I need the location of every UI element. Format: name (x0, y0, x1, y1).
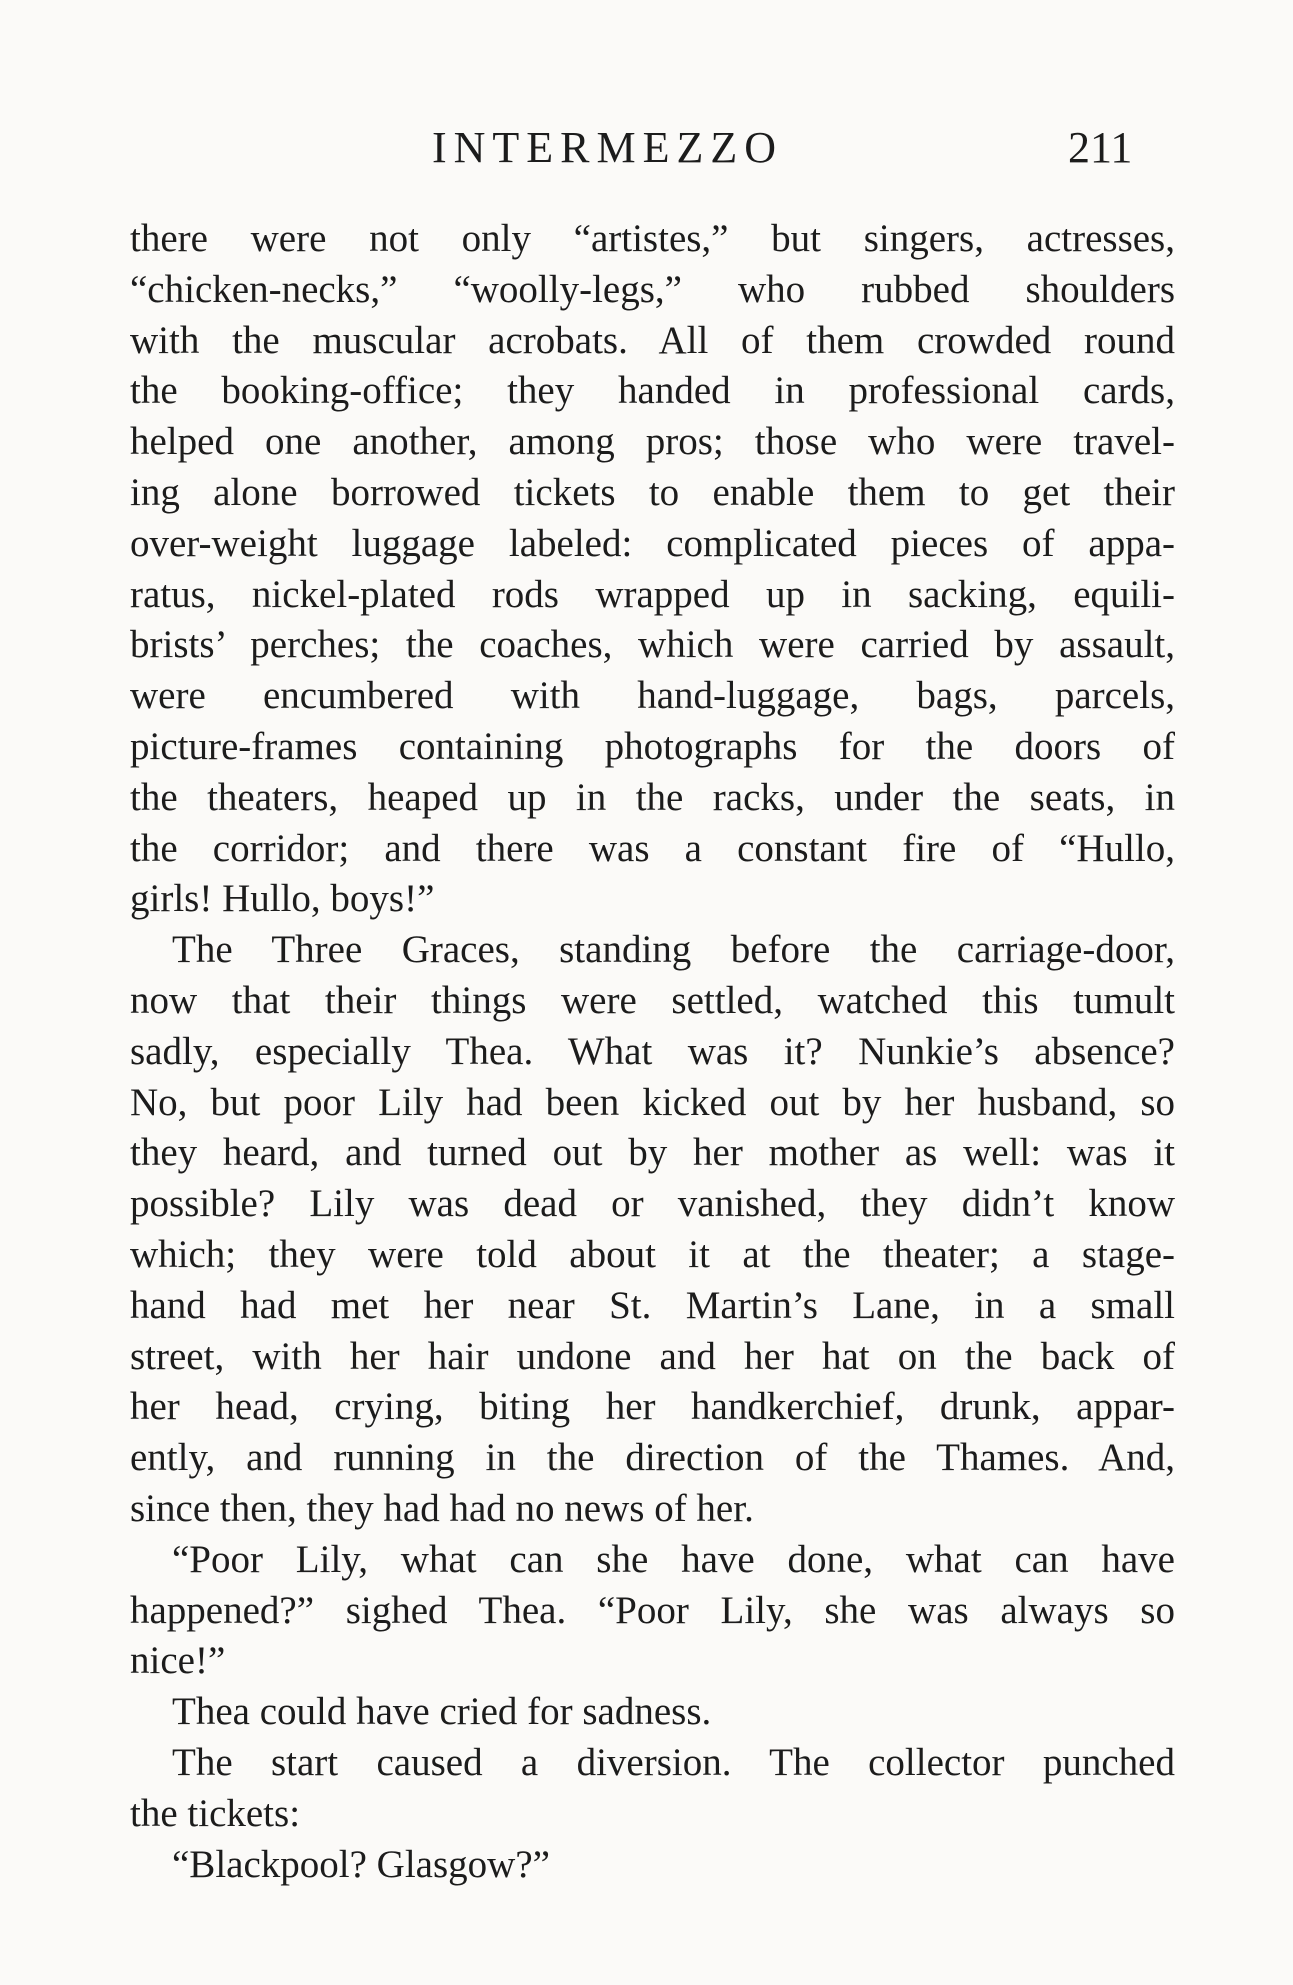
text-line: the theaters, heaped up in the racks, under the seats, in (130, 775, 1175, 819)
text-line: The Three Graces, standing before the carriage-door, (172, 928, 1175, 972)
page-header (0, 118, 1293, 178)
text-line: hand had met her near St. Martin’s Lane, in a small (130, 1283, 1175, 1327)
text-line: No, but poor Lily had been kicked out by her husband, so (130, 1080, 1175, 1124)
text-line: picture-frames containing photographs for the doors of (130, 724, 1175, 768)
text-line: sadly, especially Thea. What was it? Nunkie’s absence? (130, 1029, 1175, 1073)
text-line: they heard, and turned out by her mother as well: was it (130, 1131, 1175, 1175)
text-line: over-weight luggage labeled: complicated pieces of appa- (130, 521, 1175, 565)
text-line: there were not only “artistes,” but singers, actresses, (130, 217, 1175, 260)
text-line: the tickets: (130, 1791, 301, 1835)
page-number: 211 (1068, 123, 1133, 172)
text-line: street, with her hair undone and her hat on the back of (130, 1334, 1175, 1378)
text-line: helped one another, among pros; those who were travel- (130, 420, 1175, 464)
text-line: brists’ perches; the coaches, which were carried by assault, (130, 623, 1175, 667)
text-line: possible? Lily was dead or vanished, they didn’t know (130, 1182, 1175, 1226)
text-line: which; they were told about it at the theater; a stage- (130, 1232, 1175, 1276)
text-line: with the muscular acrobats. All of them crowded round (130, 318, 1175, 362)
text-line: were encumbered with hand-luggage, bags, parcels, (130, 674, 1175, 718)
text-line: her head, crying, biting her handkerchief, drunk, appar- (130, 1385, 1175, 1429)
text-line: nice!” (130, 1639, 226, 1683)
text-line: “Blackpool? Glasgow?” (172, 1842, 550, 1886)
running-title: INTERMEZZO (432, 123, 784, 172)
text-line: “Poor Lily, what can she have done, what can have (172, 1537, 1175, 1581)
body-text (130, 214, 1175, 1890)
text-line: “chicken-necks,” “woolly-legs,” who rubbed shoulders (130, 267, 1175, 311)
text-line: since then, they had had no news of her. (130, 1486, 754, 1530)
text-line: ently, and running in the direction of the Thames. And, (130, 1436, 1175, 1480)
text-line: the corridor; and there was a constant fire of “Hullo, (130, 826, 1175, 870)
text-line: now that their things were settled, watched this tumult (130, 978, 1175, 1022)
text-line: Thea could have cried for sadness. (172, 1690, 712, 1734)
text-line: The start caused a diversion. The collector punched (172, 1740, 1175, 1784)
text-line: happened?” sighed Thea. “Poor Lily, she was always so (130, 1588, 1175, 1632)
text-line: ratus, nickel-plated rods wrapped up in sacking, equili- (130, 572, 1175, 616)
text-line: the booking-office; they handed in professional cards, (130, 369, 1175, 413)
text-line: girls! Hullo, boys!” (130, 877, 435, 921)
text-line: ing alone borrowed tickets to enable them to get their (130, 470, 1175, 514)
